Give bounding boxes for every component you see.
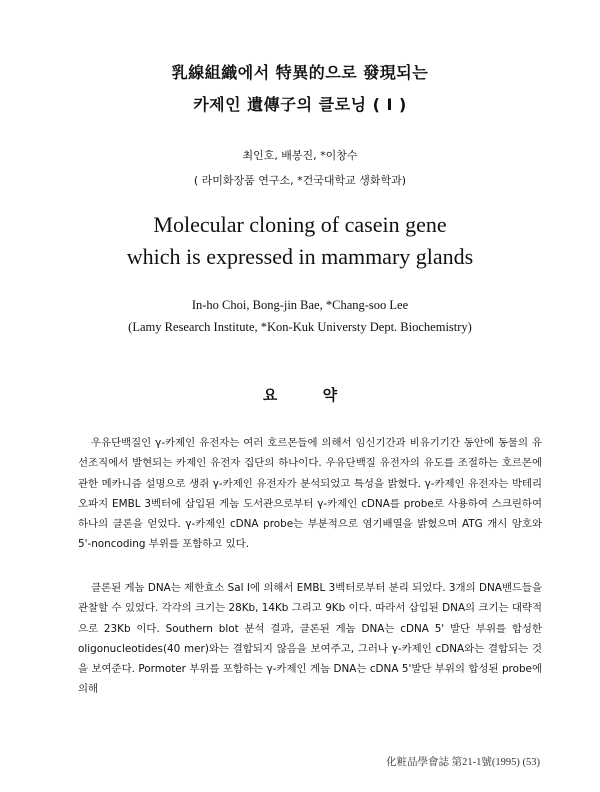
title-korean-line-1: 乳線組織에서 特異的으로 發現되는 — [171, 63, 429, 82]
abstract-paragraph-2: 클론된 게놈 DNA는 제한효소 Sal I에 의해서 EMBL 3벡터로부터 분리 되었다. 3개의 DNA밴드들을 관찰할 수 있었다. 각각의 크기는 28Kb, 14Kb 그리고 9Kb 이다. 따라서 삽입된 DNA의 크기는 대략적으로 23Kb 이다. Southern blot 분석 결과, 클론된 게놈 DNA는 cDNA 5' 발단 부위를 합성한 oligonucleotides(40 mer)와는 결합되지 않음을 보여주고, 그러나 γ-카제인 cDNA와는 결합되는 것을 보여준다. Pormoter 부위를 포함하는 γ-카제인 게놈 DNA는 cDNA 5'발단 부위의 합성된 probe에 의해 — [78, 582, 542, 696]
affiliations-english: (Lamy Research Institute, *Kon-Kuk Universty Dept. Biochemistry) — [128, 320, 472, 334]
authors-english: In-ho Choi, Bong-jin Bae, *Chang-soo Lee — [191, 298, 409, 312]
abstract-paragraph-1: 우유단백질인 γ-카제인 유전자는 여러 호르몬들에 의해서 임신기간과 비유기기간 동안에 동물의 유선조직에서 발현되는 카제인 유전자 집단의 하나이다. 우유단백질 유전자의 유도를 조절하는 호르몬에 관한 메카니즘 설명으로 생쥐 γ-카제인 유전자가 분석되었고 특성을 밝혔다. γ-카제인 유전자는 박테리오파지 EMBL 3벡터에 삽입된 게놈 도서관으로부터 γ-카제인 cDNA를 probe로 사용하여 스크린하여 하나의 클론을 얻었다. γ-카제인 cDNA probe는 부분적으로 염기배열을 밝혔으며 ATG 개시 암호와 5'-noncoding 부위를 포함하고 있다. — [78, 437, 542, 551]
affiliations-korean: ( 라미화장품 연구소, *건국대학교 생화학과) — [193, 174, 407, 187]
authors-korean: 최인호, 배봉진, *이창수 — [242, 149, 358, 162]
journal-citation-footer: 化粧品學會誌 第21-1號(1995) (53) — [386, 757, 540, 768]
title-korean-line-2: 카제인 遺傳子의 클로닝 ( I ) — [193, 95, 407, 114]
title-english-line-1: Molecular cloning of casein gene — [153, 212, 447, 237]
title-english-line-2: which is expressed in mammary glands — [126, 244, 474, 269]
abstract-heading: 요 약 — [262, 386, 338, 404]
